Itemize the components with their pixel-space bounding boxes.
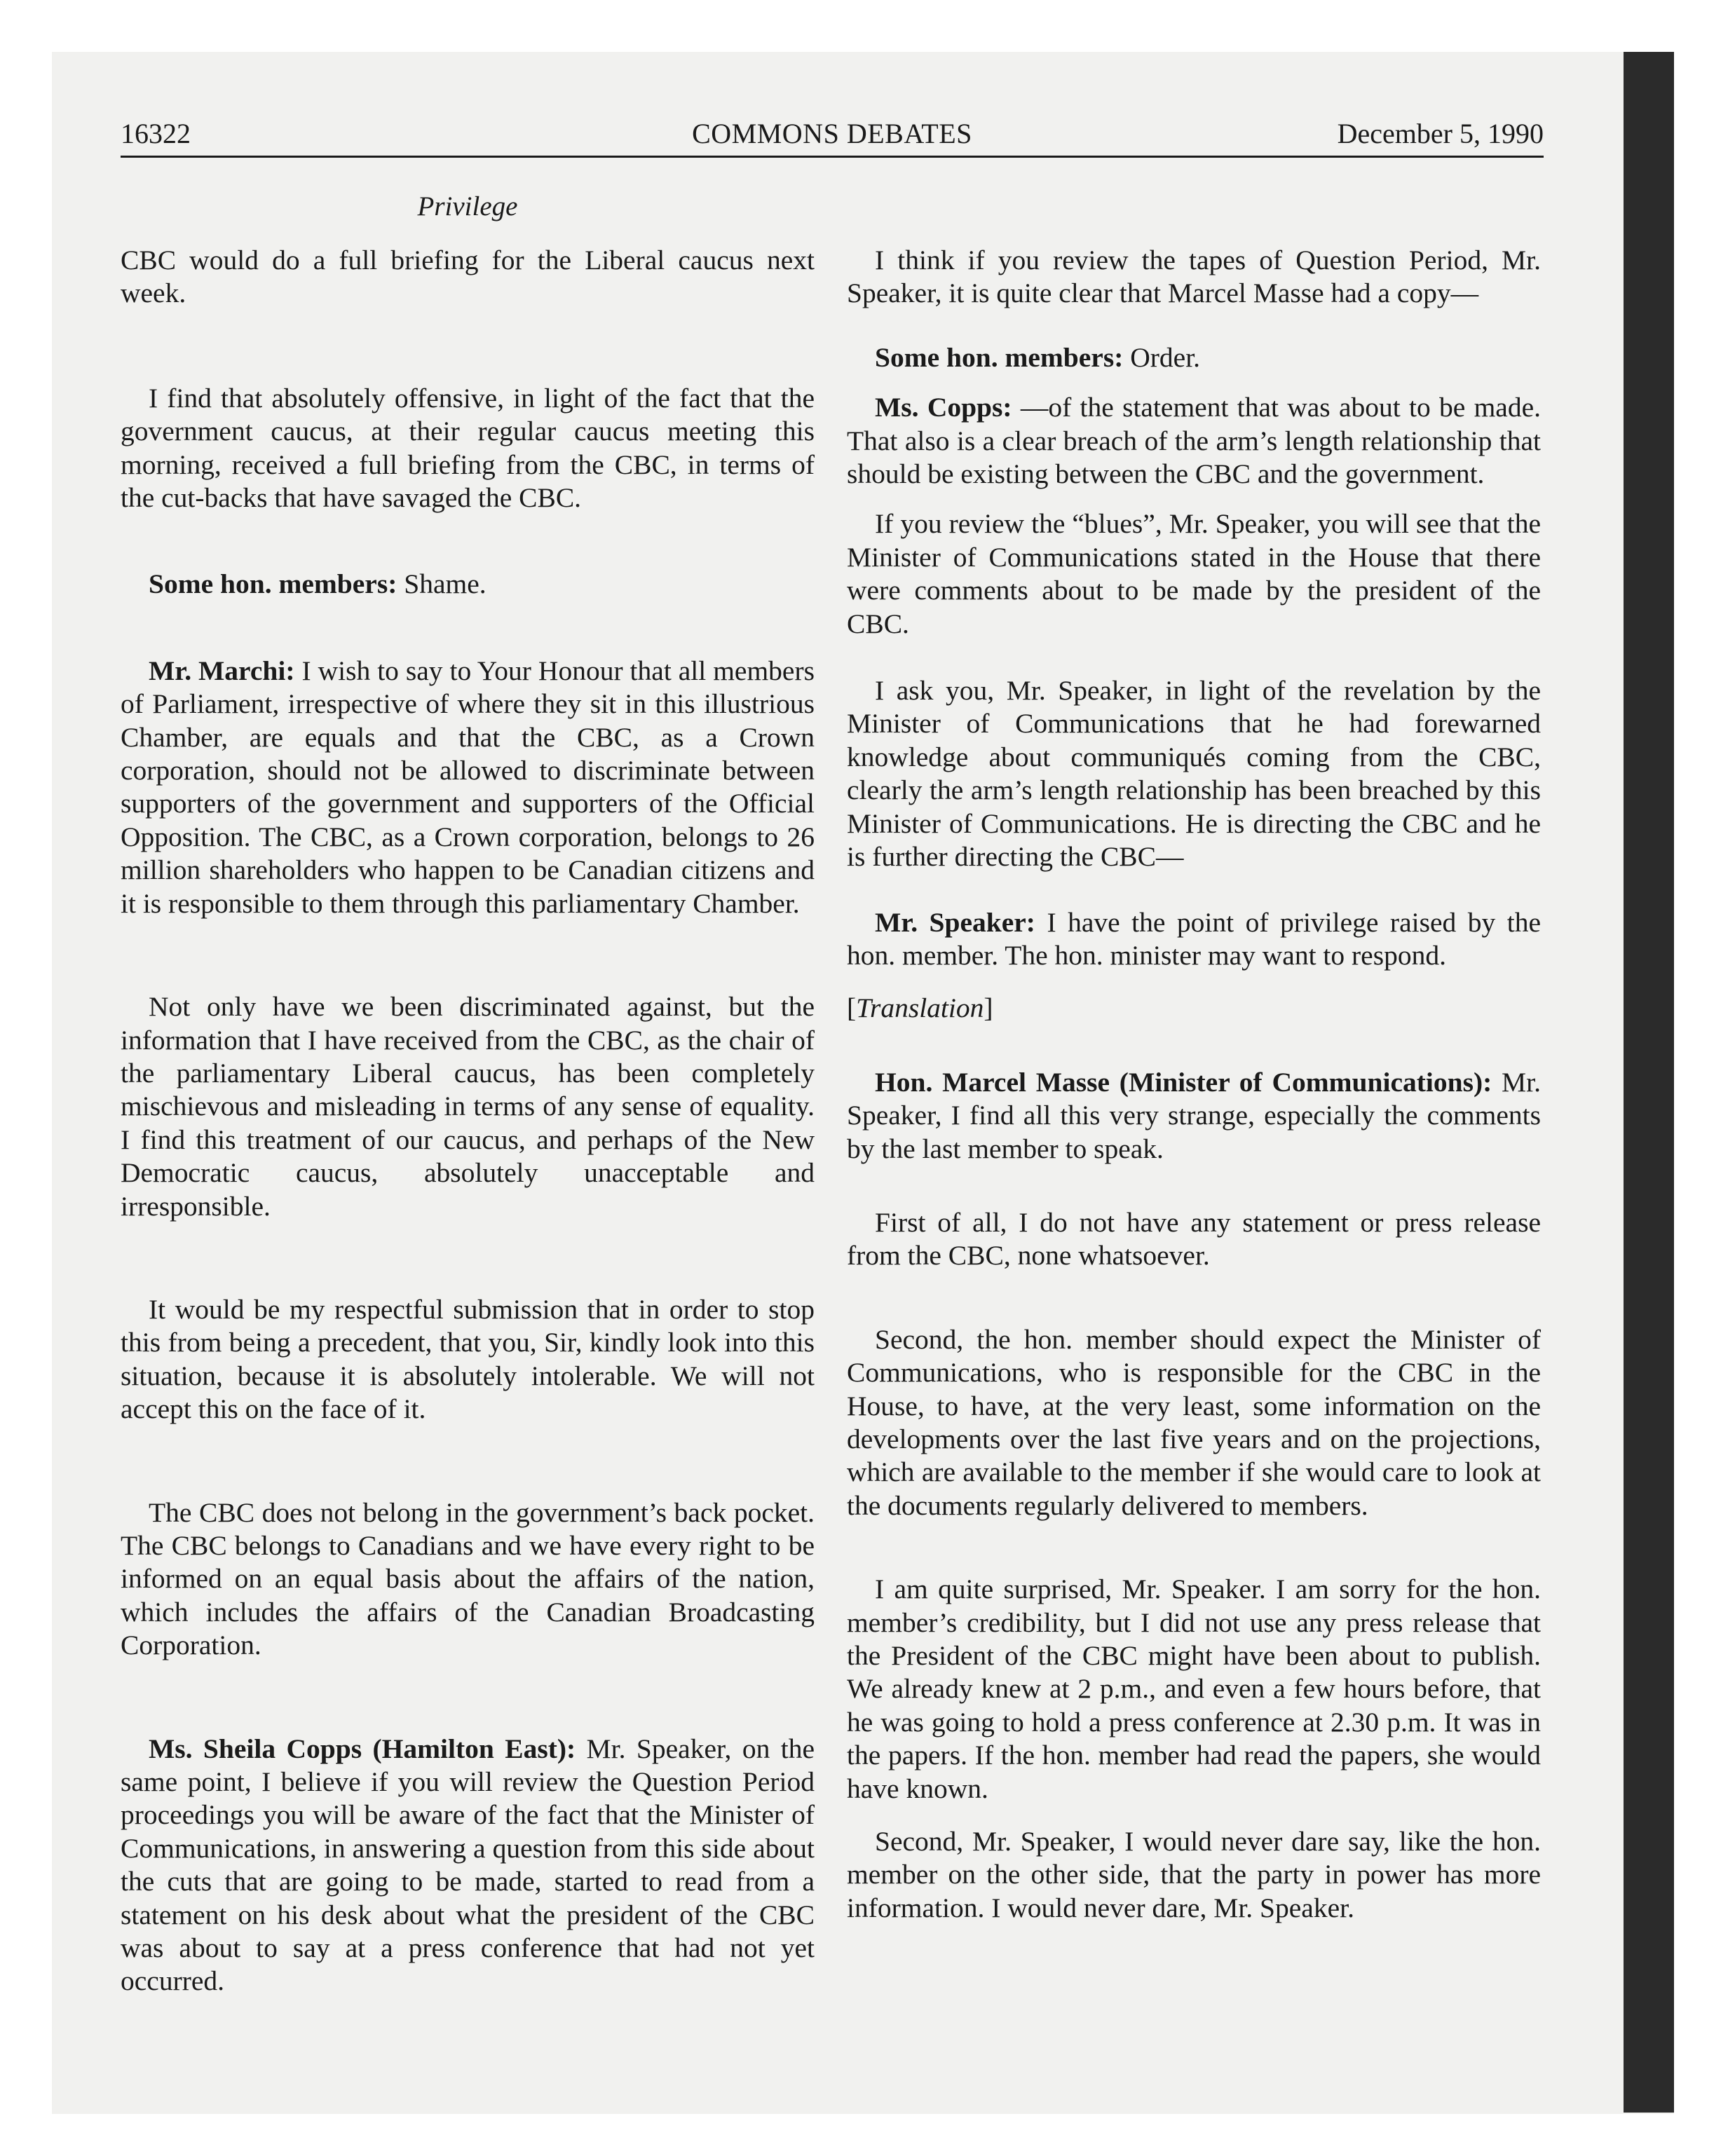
header-rule xyxy=(121,156,1544,158)
page-date: December 5, 1990 xyxy=(1337,118,1544,149)
paragraph: I am quite surprised, Mr. Speaker. I am sorry for the hon. member’s credibility, but I did not use any press release that the President of the CBC might have been about to publish. We already knew at 2 p.m., and even a few hours before, that he was going to hold a press conference at 2.30 p.m. It was in the papers. If the hon. member had read the papers, she would have known. xyxy=(847,1574,1541,1804)
paragraph: Some hon. members: Order. xyxy=(875,341,1201,373)
paragraph: I find that absolutely offensive, in light of the fact that the government caucus, at their regular caucus meeting this morning, received a full briefing from the CBC, in terms of the cut-backs that have savaged the CBC. xyxy=(121,382,815,514)
paragraph: Ms. Sheila Copps (Hamilton East): Mr. Speaker, on the same point, I believe if you will review the Question Period proceedings you will be aware of the fact that the Minister of Communications, in answering a question from this side about the cuts that are going to be made, started to read from a statement on his desk about what the president of the CBC was about to say at a press conference that had not yet occurred. xyxy=(121,1733,815,1997)
speaker-name: Ms. Copps: xyxy=(875,392,1012,423)
speaker-name: Mr. Marchi: xyxy=(149,655,295,686)
scan-edge-shadow xyxy=(1624,52,1674,2113)
page-header xyxy=(121,112,1544,156)
paragraph: Hon. Marcel Masse (Minister of Communications): Mr. Speaker, I find all this very strange, especially the comments by the last member to speak. xyxy=(847,1066,1541,1164)
paragraph: I ask you, Mr. Speaker, in light of the revelation by the Minister of Communications that he had forewarned knowledge about communiqués coming from the CBC, clearly the arm’s length relationship has been breached by this Minister of Communications. He is directing the CBC and he is further directing the CBC— xyxy=(847,675,1541,873)
translation-marker: [Translation] xyxy=(847,992,993,1024)
paragraph: Some hon. members: Shame. xyxy=(149,568,487,600)
paragraph: Not only have we been discriminated against, but the information that I have received from the CBC, as the chair of the parliamentary Liberal caucus, has been completely mischievous and misleading in terms of any sense of equality. I find this treatment of our caucus, and perhaps of the New Democratic caucus, absolutely unacceptable and irresponsible. xyxy=(121,991,815,1222)
paragraph: Ms. Copps: —of the statement that was about to be made. That also is a clear breach of the arm’s length relationship that should be existing between the CBC and the government. xyxy=(847,392,1541,490)
speaker-name: Mr. Speaker: xyxy=(875,906,1035,938)
paragraph: Second, Mr. Speaker, I would never dare say, like the hon. member on the other side, that the party in power has more information. I would never dare, Mr. Speaker. xyxy=(847,1826,1541,1923)
speaker-name: Ms. Sheila Copps (Hamilton East): xyxy=(149,1733,576,1764)
left-column xyxy=(121,244,815,1998)
paragraph: First of all, I do not have any statement or press release from the CBC, none whatsoever. xyxy=(847,1206,1541,1271)
paragraph: Mr. Marchi: I wish to say to Your Honour that all members of Parliament, irrespective of where they sit in this illustrious Chamber, are equals and that the CBC, as a Crown corporation, should not be allowed to discriminate between supporters of the government and supporters of the Official Opposition. The CBC, as a Crown corporation, belongs to 26 million shareholders who happen to be Canadian citizens and it is responsible to them through this parliamentary Chamber. xyxy=(121,655,815,919)
paragraph: The CBC does not belong in the government’s back pocket. The CBC belongs to Canadians and we have every right to be informed on an equal basis about the affairs of the nation, which includes the affairs of the Canadian Broadcasting Corporation. xyxy=(121,1496,815,1661)
speaker-name: Some hon. members: xyxy=(875,341,1124,373)
right-column xyxy=(847,244,1541,1925)
paragraph: Mr. Speaker: I have the point of privilege raised by the hon. member. The hon. minister may want to respond. xyxy=(847,906,1541,971)
paragraph: It would be my respectful submission that in order to stop this from being a precedent, that you, Sir, kindly look into this situation, because it is absolutely intolerable. We will not accept this on the face of it. xyxy=(121,1293,815,1425)
speaker-name: Some hon. members: xyxy=(149,568,397,600)
paragraph: Second, the hon. member should expect the Minister of Communications, who is responsible for the CBC in the House, to have, at the very least, some information on the developments over the last five years and on the projections, which are available to the member if she would care to look at the documents regularly delivered to members. xyxy=(847,1323,1541,1521)
speaker-name: Hon. Marcel Masse (Minister of Communications): xyxy=(875,1066,1492,1098)
paragraph: I think if you review the tapes of Question Period, Mr. Speaker, it is quite clear that Marcel Masse had a copy— xyxy=(847,245,1541,309)
publication-title: COMMONS DEBATES xyxy=(692,118,972,149)
paragraph: CBC would do a full briefing for the Liberal caucus next week. xyxy=(121,245,815,309)
paragraph: If you review the “blues”, Mr. Speaker, you will see that the Minister of Communications stated in the House that there were comments about to be made by the president of the CBC. xyxy=(847,508,1541,639)
section-title: Privilege xyxy=(417,191,518,221)
page-number: 16322 xyxy=(121,118,191,149)
